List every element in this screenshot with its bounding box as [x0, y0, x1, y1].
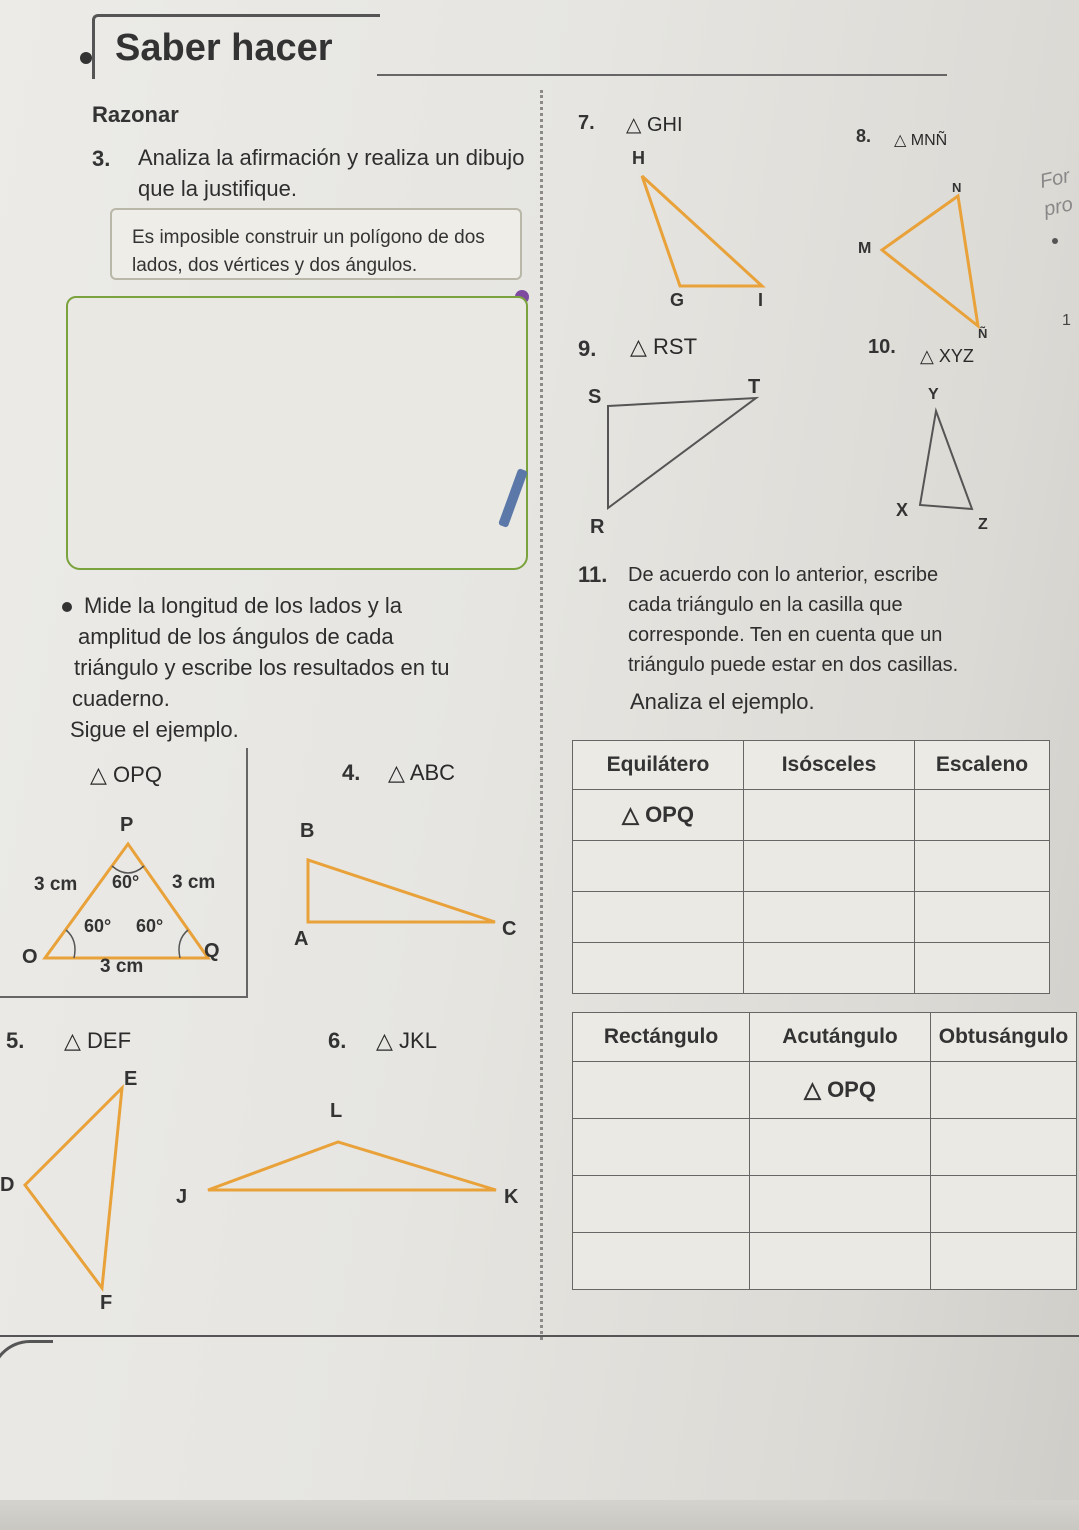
vertex-a: A [294, 928, 309, 950]
bottom-curve [0, 1340, 53, 1423]
q11-line-1: De acuerdo con lo anterior, escribe [628, 564, 939, 586]
example-box [0, 748, 248, 998]
vertex-z: Z [978, 516, 988, 533]
bottom-rule [0, 1335, 1079, 1337]
q10-label: △ XYZ [920, 346, 974, 366]
vertex-j: J [176, 1186, 188, 1208]
section-title: Saber hacer [115, 27, 333, 69]
title-rule [377, 74, 947, 84]
triangle-jkl [190, 1130, 510, 1200]
table-cell[interactable] [573, 1062, 750, 1119]
table-cell[interactable] [573, 892, 744, 943]
table-cell[interactable] [750, 1176, 931, 1233]
table-cell[interactable] [744, 943, 915, 994]
q11-line-2: cada triángulo en la casilla que [628, 594, 903, 616]
q8-label: △ MNÑ [894, 132, 948, 149]
table-cell[interactable] [931, 1176, 1077, 1233]
triangle-rst-shape [608, 398, 756, 508]
q7-number: 7. [578, 112, 595, 134]
table-cell[interactable] [915, 841, 1050, 892]
q10-number: 10. [868, 336, 896, 358]
vertex-n-tilde: Ñ [978, 326, 988, 341]
table-row [573, 841, 1050, 892]
vertex-p: P [120, 814, 134, 836]
vertex-h: H [632, 148, 645, 168]
vertex-c: C [502, 918, 517, 940]
table-cell[interactable] [931, 1062, 1077, 1119]
header-equilatero: Equilátero [573, 741, 744, 790]
vertex-n: N [952, 180, 962, 195]
header-rectangulo: Rectángulo [573, 1013, 750, 1062]
header-escaleno: Escaleno [915, 741, 1050, 790]
q4-label: △ ABC [388, 760, 456, 785]
title-bullet [80, 52, 92, 64]
statement-text: Es imposible construir un polígono de dos lados, dos vértices y dos ángulos. [132, 227, 485, 276]
measure-line-4: cuaderno. [72, 686, 170, 711]
q4-number: 4. [342, 760, 361, 785]
q7-label: △ GHI [626, 114, 683, 136]
table-cell[interactable] [750, 1233, 931, 1290]
triangle-rst [596, 390, 766, 520]
triangle-def-shape [25, 1088, 122, 1288]
triangle-abc [290, 850, 510, 930]
table-cell[interactable] [931, 1233, 1077, 1290]
triangle-xyz-shape [920, 411, 972, 509]
vertex-x: X [896, 500, 909, 520]
q9-number: 9. [578, 336, 597, 361]
table-cell[interactable] [915, 892, 1050, 943]
header-acutangulo: Acutángulo [750, 1013, 931, 1062]
q5-number: 5. [6, 1028, 25, 1053]
subheading: Razonar [92, 102, 179, 127]
table-cell[interactable] [931, 1119, 1077, 1176]
angle-right-value: 60° [136, 916, 164, 936]
table-row [573, 1233, 1077, 1290]
table-cell[interactable] [744, 790, 915, 841]
table-cell[interactable] [573, 943, 744, 994]
table-cell[interactable]: △ OPQ [750, 1062, 931, 1119]
header-obtusangulo: Obtusángulo [931, 1013, 1077, 1062]
example-prompt: Sigue el ejemplo. [70, 717, 239, 742]
vertex-m: M [858, 240, 872, 257]
angle-arc-right [179, 930, 188, 958]
table-cell[interactable] [573, 841, 744, 892]
table-row [573, 790, 1050, 841]
vertex-b: B [300, 820, 315, 842]
bullet-icon [62, 602, 72, 612]
column-divider [540, 90, 543, 1340]
q3-instruction: Analiza la afirmación y realiza un dibujo que la justifique. [138, 145, 525, 201]
table-cell[interactable] [915, 943, 1050, 994]
q11-example-prompt: Analiza el ejemplo. [630, 689, 815, 714]
table-cell[interactable] [573, 1119, 750, 1176]
vertex-q: Q [204, 940, 220, 962]
table-row [573, 1119, 1077, 1176]
angle-top-value: 60° [112, 872, 140, 892]
header-isosceles: Isósceles [744, 741, 915, 790]
triangle-abc-shape [308, 860, 495, 922]
triangle-mnn [870, 190, 990, 340]
measure-line-1: Mide la longitud de los lados y la [84, 593, 402, 618]
q8-number: 8. [856, 126, 872, 146]
drawing-area[interactable] [66, 296, 528, 570]
margin-fragment-1: For [1037, 165, 1072, 193]
table-row [573, 943, 1050, 994]
vertex-o: O [22, 946, 38, 968]
q11-number: 11. [578, 562, 608, 587]
measure-line-2: amplitud de los ángulos de cada [78, 624, 394, 649]
section-title-frame [92, 14, 380, 79]
example-triangle [45, 844, 208, 958]
vertex-e: E [124, 1068, 138, 1090]
measure-line-3: triángulo y escribe los resultados en tu [74, 655, 450, 680]
vertex-s: S [588, 386, 602, 408]
table-cell[interactable] [744, 892, 915, 943]
angle-arc-left [66, 930, 75, 958]
vertex-f: F [100, 1292, 113, 1314]
triangle-ghi-shape [642, 176, 762, 286]
q6-label: △ JKL [376, 1028, 437, 1053]
triangle-def [0, 1080, 140, 1300]
vertex-l: L [330, 1100, 343, 1122]
q11-line-4: triángulo puede estar en dos casillas. [628, 654, 959, 676]
vertex-r: R [590, 516, 605, 538]
q5-label: △ DEF [64, 1028, 132, 1053]
classification-table-sides [572, 740, 1050, 994]
example-label: △ OPQ [90, 762, 162, 787]
side-left-length: 3 cm [34, 874, 78, 895]
angle-left-value: 60° [84, 916, 112, 936]
table-cell[interactable] [573, 1176, 750, 1233]
triangle-xyz [910, 405, 990, 515]
margin-fragment-2: pro [1041, 193, 1075, 221]
q3-number: 3. [92, 146, 111, 171]
vertex-g: G [670, 290, 685, 310]
table-cell[interactable] [915, 790, 1050, 841]
triangle-mnn-shape [882, 196, 978, 326]
q6-number: 6. [328, 1028, 347, 1053]
vertex-y: Y [928, 386, 939, 403]
table-row [573, 1062, 1077, 1119]
table-cell[interactable] [750, 1119, 931, 1176]
margin-fragment-number: 1 [1062, 312, 1071, 329]
q9-label: △ RST [630, 334, 698, 359]
triangle-jkl-shape [208, 1142, 496, 1190]
table-header-row [573, 1013, 1077, 1062]
table-row [573, 892, 1050, 943]
margin-dot [1052, 238, 1058, 244]
vertex-d: D [0, 1174, 15, 1196]
table-cell[interactable]: △ OPQ [573, 790, 744, 841]
statement-box [110, 208, 522, 280]
table-header-row [573, 741, 1050, 790]
side-bottom-length: 3 cm [100, 956, 144, 977]
q11-line-3: corresponde. Ten en cuenta que un [628, 624, 943, 646]
vertex-k: K [504, 1186, 519, 1208]
side-right-length: 3 cm [172, 872, 216, 893]
vertex-t: T [748, 376, 761, 398]
table-cell[interactable] [573, 1233, 750, 1290]
classification-table-angles [572, 1012, 1077, 1290]
table-cell[interactable] [744, 841, 915, 892]
page-edge [0, 1500, 1079, 1530]
table-row [573, 1176, 1077, 1233]
triangle-ghi [640, 168, 780, 298]
vertex-i: I [758, 290, 764, 310]
